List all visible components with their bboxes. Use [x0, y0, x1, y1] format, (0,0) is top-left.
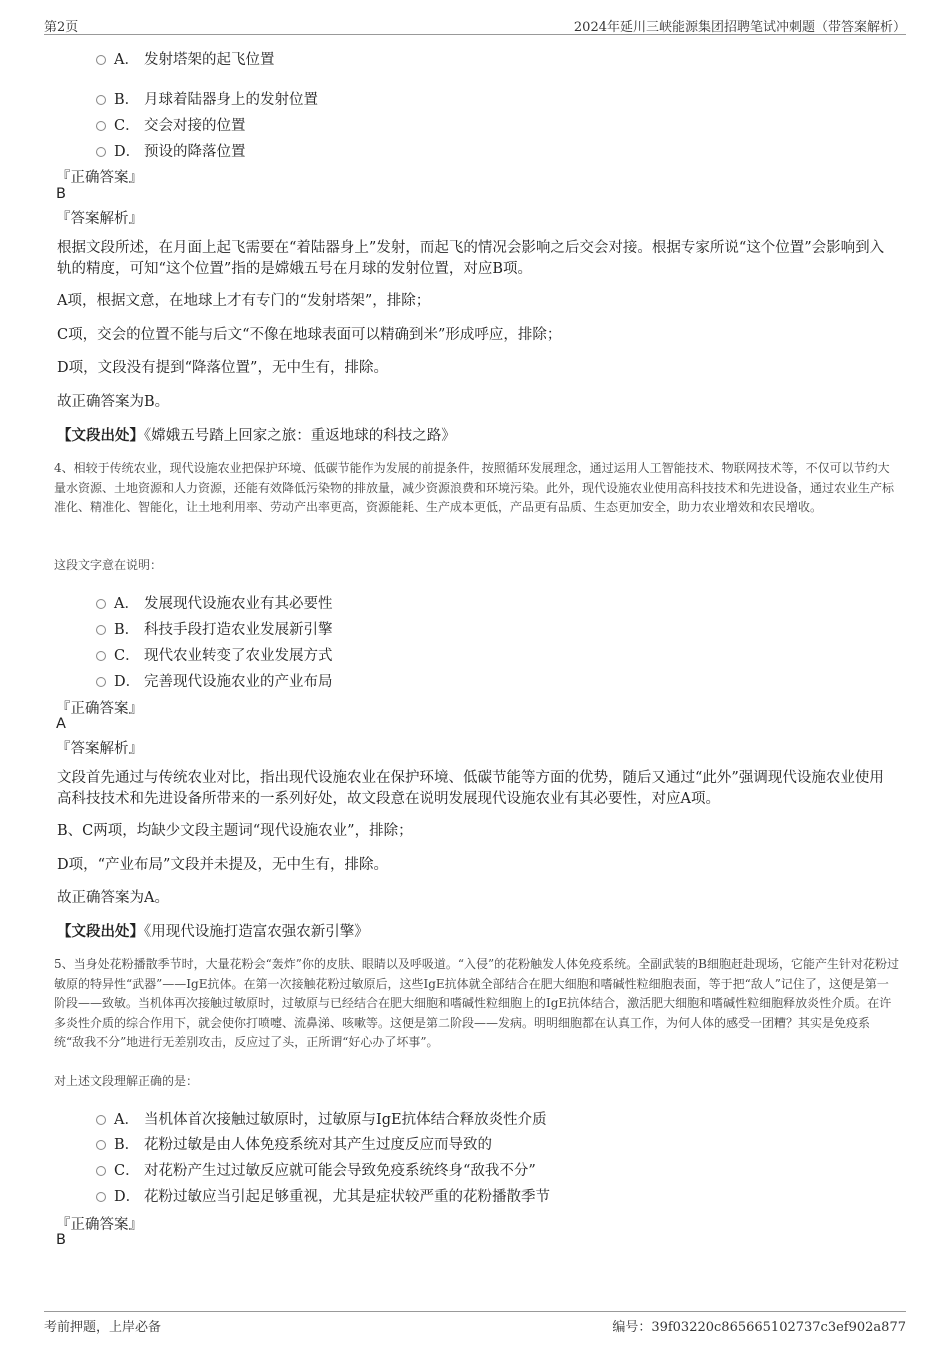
page-number: 第2页	[44, 20, 79, 35]
radio-icon[interactable]	[96, 95, 106, 105]
source-title: 《用现代设施打造富农强农新引擎》	[144, 924, 369, 940]
q5-option-d[interactable]: D． 花粉过敏应当引起足够重视，尤其是症状较严重的花粉播散季节	[96, 1185, 550, 1206]
document-title: 2024年延川三峡能源集团招聘笔试冲刺题（带答案解析）	[573, 20, 906, 35]
q3-option-a[interactable]: A． 发射塔架的起飞位置	[96, 48, 275, 69]
q5-option-c[interactable]: C． 对花粉产生过过敏反应就可能会导致免疫系统终身“敌我不分”	[96, 1159, 536, 1180]
q4-source	[57, 921, 897, 943]
q3-conclusion: 故正确答案为B。	[57, 394, 170, 410]
q5-answer: B	[56, 1232, 66, 1248]
page-header	[44, 14, 906, 35]
radio-icon[interactable]	[96, 1192, 106, 1202]
q5-answer-label: 『正确答案』	[56, 1217, 143, 1233]
q4-analysis-d: D项，“产业布局”文段并未提及，无中生有，排除。	[57, 857, 388, 873]
radio-icon[interactable]	[96, 651, 106, 661]
q3-analysis-d: D项，文段没有提到“降落位置”，无中生有，排除。	[57, 360, 388, 376]
q3-answer-label: 『正确答案』	[56, 170, 143, 186]
q3-analysis-label: 『答案解析』	[56, 211, 143, 227]
q3-source	[57, 425, 897, 447]
q4-conclusion: 故正确答案为A。	[57, 890, 169, 906]
q4-answer-label: 『正确答案』	[56, 701, 143, 717]
q3-answer: B	[56, 186, 66, 202]
q3-analysis-c: C项，交会的位置不能与后文“不像在地球表面可以精确到米”形成呼应，排除；	[57, 327, 562, 343]
q4-option-c[interactable]: C． 现代农业转变了农业发展方式	[96, 644, 333, 665]
q4-analysis-label: 『答案解析』	[56, 741, 143, 757]
radio-icon[interactable]	[96, 1115, 106, 1125]
page-footer	[44, 1311, 906, 1336]
q5-prompt: 对上述文段理解正确的是：	[54, 1074, 199, 1088]
q3-option-b[interactable]: B． 月球着陆器身上的发射位置	[96, 88, 318, 109]
q4-analysis-main: 文段首先通过与传统农业对比，指出现代设施农业在保护环境、低碳节能等方面的优势，随后又通过“此外”强调现代设施农业使用高科技技术和先进设备所带来的一系列好处，故文段意在说明发展现代设施农业有其必要性，对应A项。	[57, 770, 884, 807]
radio-icon[interactable]	[96, 147, 106, 157]
q5-option-b[interactable]: B． 花粉过敏是由人体免疫系统对其产生过度反应而导致的	[96, 1133, 492, 1154]
radio-icon[interactable]	[96, 121, 106, 131]
q5-option-a[interactable]: A． 当机体首次接触过敏原时，过敏原与IgE抗体结合释放炎性介质	[96, 1108, 547, 1129]
radio-icon[interactable]	[96, 1166, 106, 1176]
source-title: 《嫦娥五号踏上回家之旅：重返地球的科技之路》	[144, 428, 456, 444]
q4-option-a[interactable]: A． 发展现代设施农业有其必要性	[96, 592, 333, 613]
radio-icon[interactable]	[96, 55, 106, 65]
q4-option-b[interactable]: B． 科技手段打造农业发展新引擎	[96, 618, 333, 639]
q3-option-c[interactable]: C． 交会对接的位置	[96, 114, 246, 135]
q4-question-text: 4、相较于传统农业，现代设施农业把保护环境、低碳节能作为发展的前提条件，按照循环发展理念，通过运用人工智能技术、物联网技术等，不仅可以节约大量水资源、土地资源和人力资源，还能有效降低污染物的排放量，减少资源浪费和环境污染。此外，现代设施农业使用高科技技术和先进设备，通过农业生产标准化、精准化、智能化，让土地利用率、劳动产出率更高，资源能耗、生产成本更低，产品更有品质、生态更加安全，助力农业增效和农民增收。	[54, 461, 895, 514]
q4-analysis-bc: B、C两项，均缺少文段主题词“现代设施农业”，排除；	[57, 823, 413, 839]
q4-prompt: 这段文字意在说明：	[54, 558, 163, 572]
radio-icon[interactable]	[96, 1140, 106, 1150]
q3-option-d[interactable]: D． 预设的降落位置	[96, 140, 246, 161]
document-code: 编号：39f03220c865665102737c3ef902a877	[612, 1320, 906, 1335]
source-label: 【文段出处】	[57, 427, 144, 444]
footer-slogan: 考前押题，上岸必备	[44, 1320, 162, 1335]
radio-icon[interactable]	[96, 677, 106, 687]
source-label: 【文段出处】	[57, 923, 144, 940]
q4-option-d[interactable]: D． 完善现代设施农业的产业布局	[96, 670, 333, 691]
q3-analysis-main: 根据文段所述，在月面上起飞需要在“着陆器身上”发射，而起飞的情况会影响之后交会对接。根据专家所说“这个位置”会影响到入轨的精度，可知“这个位置”指的是嫦娥五号在月球的发射位置，对应B项。	[57, 240, 885, 277]
q3-analysis-a: A项，根据文意，在地球上才有专门的“发射塔架”，排除；	[57, 293, 431, 309]
radio-icon[interactable]	[96, 599, 106, 609]
q4-answer: A	[56, 716, 66, 732]
radio-icon[interactable]	[96, 625, 106, 635]
q5-question-text: 5、当身处花粉播散季节时，大量花粉会“轰炸”你的皮肤、眼睛以及呼吸道。“入侵”的花粉触发人体免疫系统。全副武装的B细胞赶赴现场，它能产生针对花粉过敏原的特异性“武器”——IgE抗体。在第一次接触花粉过敏原后，这些IgE抗体就全部结合在肥大细胞和嗜碱性粒细胞表面，等于把“敌人”记住了，这便是第一阶段——致敏。当机体再次接触过敏原时，过敏原与已经结合在肥大细胞和嗜碱性粒细胞上的IgE抗体结合，激活肥大细胞和嗜碱性粒细胞释放炎性介质。在许多炎性介质的综合作用下，就会使你打喷嚏、流鼻涕、咳嗽等。这便是第二阶段——发病。明明细胞都在认真工作，为何人体的感受一团糟？其实是免疫系统“敌我不分”地进行无差别攻击，反应过了头，正所谓“好心办了坏事”。	[54, 957, 899, 1049]
